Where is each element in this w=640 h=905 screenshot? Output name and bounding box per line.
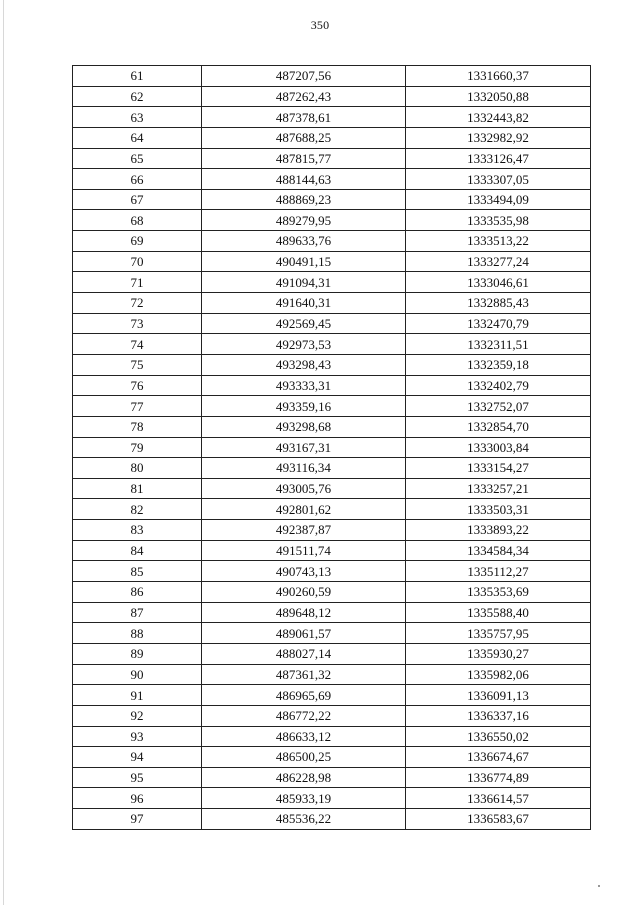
y-coordinate-cell: 1332752,07 (406, 396, 591, 417)
x-coordinate-cell: 487207,56 (202, 66, 406, 87)
point-number-cell: 84 (73, 540, 202, 561)
y-coordinate-cell: 1332359,18 (406, 354, 591, 375)
y-coordinate-cell: 1333154,27 (406, 458, 591, 479)
table-row (73, 458, 591, 479)
x-coordinate-cell: 486965,69 (202, 685, 406, 706)
x-coordinate-cell: 486500,25 (202, 747, 406, 768)
y-coordinate-cell: 1333513,22 (406, 231, 591, 252)
table-row (73, 478, 591, 499)
point-number-cell: 95 (73, 767, 202, 788)
x-coordinate-cell: 487378,61 (202, 107, 406, 128)
point-number-cell: 62 (73, 86, 202, 107)
table-row (73, 623, 591, 644)
y-coordinate-cell: 1333503,31 (406, 499, 591, 520)
point-number-cell: 75 (73, 354, 202, 375)
point-number-cell: 66 (73, 169, 202, 190)
point-number-cell: 67 (73, 189, 202, 210)
table-row (73, 437, 591, 458)
x-coordinate-cell: 491511,74 (202, 540, 406, 561)
y-coordinate-cell: 1336774,89 (406, 767, 591, 788)
y-coordinate-cell: 1331660,37 (406, 66, 591, 87)
x-coordinate-cell: 489633,76 (202, 231, 406, 252)
y-coordinate-cell: 1333307,05 (406, 169, 591, 190)
point-number-cell: 81 (73, 478, 202, 499)
table-row (73, 210, 591, 231)
x-coordinate-cell: 492387,87 (202, 520, 406, 541)
x-coordinate-cell: 493116,34 (202, 458, 406, 479)
point-number-cell: 94 (73, 747, 202, 768)
table-row (73, 809, 591, 830)
table-row (73, 375, 591, 396)
page-edge (3, 0, 4, 905)
x-coordinate-cell: 488144,63 (202, 169, 406, 190)
table-row (73, 540, 591, 561)
y-coordinate-cell: 1332854,70 (406, 416, 591, 437)
y-coordinate-cell: 1332050,88 (406, 86, 591, 107)
page-number: 350 (310, 18, 330, 32)
table-row (73, 313, 591, 334)
x-coordinate-cell: 493005,76 (202, 478, 406, 499)
x-coordinate-cell: 485536,22 (202, 809, 406, 830)
x-coordinate-cell: 493167,31 (202, 437, 406, 458)
x-coordinate-cell: 490491,15 (202, 251, 406, 272)
point-number-cell: 88 (73, 623, 202, 644)
table-row (73, 231, 591, 252)
point-number-cell: 74 (73, 334, 202, 355)
y-coordinate-cell: 1333494,09 (406, 189, 591, 210)
y-coordinate-cell: 1336550,02 (406, 726, 591, 747)
point-number-cell: 83 (73, 520, 202, 541)
x-coordinate-cell: 486228,98 (202, 767, 406, 788)
table-row (73, 416, 591, 437)
x-coordinate-cell: 487815,77 (202, 148, 406, 169)
table-row (73, 602, 591, 623)
y-coordinate-cell: 1336614,57 (406, 788, 591, 809)
table-row (73, 251, 591, 272)
x-coordinate-cell: 489648,12 (202, 602, 406, 623)
y-coordinate-cell: 1332982,92 (406, 127, 591, 148)
y-coordinate-cell: 1335982,06 (406, 664, 591, 685)
y-coordinate-cell: 1335353,69 (406, 582, 591, 603)
x-coordinate-cell: 486633,12 (202, 726, 406, 747)
point-number-cell: 90 (73, 664, 202, 685)
x-coordinate-cell: 493298,43 (202, 354, 406, 375)
point-number-cell: 80 (73, 458, 202, 479)
x-coordinate-cell: 487361,32 (202, 664, 406, 685)
y-coordinate-cell: 1332885,43 (406, 293, 591, 314)
point-number-cell: 89 (73, 643, 202, 664)
coordinates-table-body (73, 66, 591, 830)
x-coordinate-cell: 492801,62 (202, 499, 406, 520)
table-row (73, 293, 591, 314)
table-row (73, 685, 591, 706)
point-number-cell: 71 (73, 272, 202, 293)
table-row (73, 148, 591, 169)
point-number-cell: 72 (73, 293, 202, 314)
point-number-cell: 91 (73, 685, 202, 706)
y-coordinate-cell: 1333257,21 (406, 478, 591, 499)
table-row (73, 272, 591, 293)
x-coordinate-cell: 488027,14 (202, 643, 406, 664)
x-coordinate-cell: 492973,53 (202, 334, 406, 355)
y-coordinate-cell: 1334584,34 (406, 540, 591, 561)
table-row (73, 169, 591, 190)
point-number-cell: 96 (73, 788, 202, 809)
x-coordinate-cell: 487262,43 (202, 86, 406, 107)
coordinates-table (72, 65, 591, 830)
x-coordinate-cell: 493333,31 (202, 375, 406, 396)
table-row (73, 396, 591, 417)
y-coordinate-cell: 1332311,51 (406, 334, 591, 355)
x-coordinate-cell: 491094,31 (202, 272, 406, 293)
point-number-cell: 85 (73, 561, 202, 582)
point-number-cell: 65 (73, 148, 202, 169)
x-coordinate-cell: 490743,13 (202, 561, 406, 582)
table-row (73, 520, 591, 541)
y-coordinate-cell: 1336583,67 (406, 809, 591, 830)
x-coordinate-cell: 485933,19 (202, 788, 406, 809)
point-number-cell: 86 (73, 582, 202, 603)
y-coordinate-cell: 1336674,67 (406, 747, 591, 768)
y-coordinate-cell: 1336091,13 (406, 685, 591, 706)
table-row (73, 66, 591, 87)
table-row (73, 127, 591, 148)
table-row (73, 726, 591, 747)
y-coordinate-cell: 1335588,40 (406, 602, 591, 623)
x-coordinate-cell: 491640,31 (202, 293, 406, 314)
y-coordinate-cell: 1333277,24 (406, 251, 591, 272)
table-row (73, 499, 591, 520)
table-row (73, 747, 591, 768)
x-coordinate-cell: 490260,59 (202, 582, 406, 603)
y-coordinate-cell: 1335112,27 (406, 561, 591, 582)
point-number-cell: 87 (73, 602, 202, 623)
y-coordinate-cell: 1335757,95 (406, 623, 591, 644)
table-row (73, 86, 591, 107)
x-coordinate-cell: 493298,68 (202, 416, 406, 437)
point-number-cell: 97 (73, 809, 202, 830)
point-number-cell: 93 (73, 726, 202, 747)
point-number-cell: 69 (73, 231, 202, 252)
y-coordinate-cell: 1335930,27 (406, 643, 591, 664)
x-coordinate-cell: 493359,16 (202, 396, 406, 417)
x-coordinate-cell: 486772,22 (202, 705, 406, 726)
y-coordinate-cell: 1333046,61 (406, 272, 591, 293)
point-number-cell: 64 (73, 127, 202, 148)
x-coordinate-cell: 489061,57 (202, 623, 406, 644)
table-row (73, 664, 591, 685)
x-coordinate-cell: 489279,95 (202, 210, 406, 231)
x-coordinate-cell: 487688,25 (202, 127, 406, 148)
y-coordinate-cell: 1332402,79 (406, 375, 591, 396)
scan-speck (598, 885, 600, 887)
y-coordinate-cell: 1332443,82 (406, 107, 591, 128)
x-coordinate-cell: 488869,23 (202, 189, 406, 210)
point-number-cell: 79 (73, 437, 202, 458)
point-number-cell: 70 (73, 251, 202, 272)
x-coordinate-cell: 492569,45 (202, 313, 406, 334)
table-row (73, 334, 591, 355)
point-number-cell: 63 (73, 107, 202, 128)
table-row (73, 705, 591, 726)
y-coordinate-cell: 1333126,47 (406, 148, 591, 169)
point-number-cell: 82 (73, 499, 202, 520)
point-number-cell: 78 (73, 416, 202, 437)
y-coordinate-cell: 1333535,98 (406, 210, 591, 231)
point-number-cell: 61 (73, 66, 202, 87)
point-number-cell: 92 (73, 705, 202, 726)
table-row (73, 643, 591, 664)
point-number-cell: 73 (73, 313, 202, 334)
point-number-cell: 68 (73, 210, 202, 231)
point-number-cell: 77 (73, 396, 202, 417)
point-number-cell: 76 (73, 375, 202, 396)
table-row (73, 767, 591, 788)
y-coordinate-cell: 1333893,22 (406, 520, 591, 541)
table-row (73, 189, 591, 210)
y-coordinate-cell: 1332470,79 (406, 313, 591, 334)
table-row (73, 354, 591, 375)
table-row (73, 788, 591, 809)
y-coordinate-cell: 1333003,84 (406, 437, 591, 458)
table-row (73, 582, 591, 603)
table-row (73, 561, 591, 582)
table-row (73, 107, 591, 128)
y-coordinate-cell: 1336337,16 (406, 705, 591, 726)
